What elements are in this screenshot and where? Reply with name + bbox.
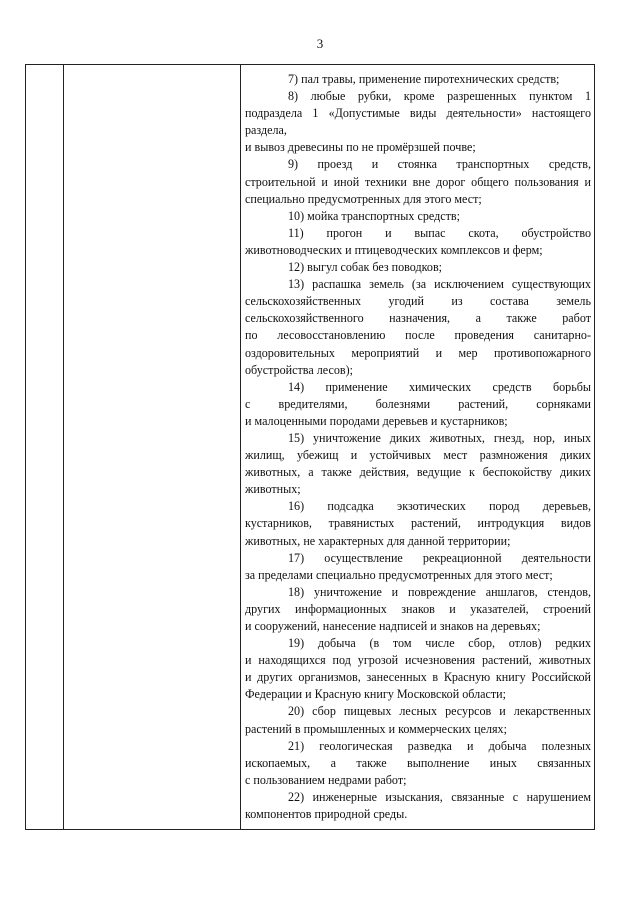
list-item <box>245 156 591 207</box>
list-item <box>245 584 591 635</box>
text-line: ископаемых, а также выполнение иных связанных <box>245 755 591 770</box>
text-line: и находящихся под угрозой исчезновения растений, животных <box>245 653 591 668</box>
text-line: раздела, <box>245 123 287 138</box>
text-line: 16) подсадка экзотических пород деревьев, <box>288 499 591 514</box>
list-item <box>245 276 591 379</box>
text-line: и вывоз древесины по не промёрзшей почве; <box>245 140 476 155</box>
text-line: 22) инженерные изыскания, связанные с нарушением <box>288 789 591 804</box>
text-line: кустарников, травянистых растений, интродукция видов <box>245 516 591 531</box>
text-line: 12) выгул собак без поводков; <box>288 260 443 275</box>
text-line: 18) уничтожение и повреждение аншлагов, стендов, <box>288 584 591 599</box>
list-item <box>245 738 591 789</box>
list-item <box>245 703 591 737</box>
text-line: животных, а также действия, ведущие к беспокойству диких <box>245 465 591 480</box>
list-item <box>245 635 591 703</box>
text-line: компонентов природной среды. <box>245 807 408 822</box>
text-line: 13) распашка земель (за исключением существующих <box>288 277 591 292</box>
text-line: с вредителями, болезнями растений, сорняками <box>245 396 591 411</box>
prohibited-activities-list <box>245 71 591 823</box>
text-line: специально предусмотренных для этого мест; <box>245 191 482 206</box>
text-line: строительной и иной техники вне дорог общего пользования и <box>245 174 591 189</box>
text-line: и малоценными породами деревьев и кустарников; <box>245 413 508 428</box>
text-line: 20) сбор пищевых лесных ресурсов и лекарственных <box>288 704 591 719</box>
text-line: сельскохозяйственного назначения, а также работ <box>245 311 591 326</box>
list-item <box>245 789 591 823</box>
text-line: 9) проезд и стоянка транспортных средств, <box>288 157 591 172</box>
text-line: оздоровительных мероприятий и мер противопожарного <box>245 345 591 360</box>
list-item <box>245 379 591 430</box>
list-item <box>245 71 591 88</box>
text-line: за пределами специально предусмотренных для этого мест; <box>245 567 553 582</box>
text-line: 11) прогон и выпас скота, обустройство <box>288 225 591 240</box>
text-line: и сооружений, нанесение надписей и знаков на деревьях; <box>245 619 541 633</box>
page-number: 3 <box>316 36 324 51</box>
column-divider-1 <box>63 65 64 829</box>
column-divider-2 <box>240 65 241 829</box>
list-item <box>245 225 591 259</box>
text-line: подраздела 1 «Допустимые виды деятельности» настоящего <box>245 106 591 121</box>
text-line: 14) применение химических средств борьбы <box>288 379 591 394</box>
text-line: 15) уничтожение диких животных, гнезд, нор, иных <box>288 430 591 445</box>
text-line: сельскохозяйственных угодий из состава земель <box>245 294 591 309</box>
text-line: и других организмов, занесенных в Красную книгу Российской <box>245 670 591 685</box>
restrictions-table <box>25 64 595 830</box>
text-line: обустройства лесов); <box>245 362 353 377</box>
text-line: 7) пал травы, применение пиротехнических средств; <box>288 72 560 86</box>
text-line: Федерации и Красную книгу Московской области; <box>245 687 506 702</box>
list-item <box>245 430 591 498</box>
text-line: 10) мойка транспортных средств; <box>288 208 460 223</box>
list-item <box>245 208 591 225</box>
list-item <box>245 498 591 549</box>
text-line: по лесовосстановлению после проведения санитарно- <box>245 328 591 343</box>
text-line: 8) любые рубки, кроме разрешенных пунктом 1 <box>288 89 591 104</box>
text-line: 17) осуществление рекреационной деятельности <box>288 550 591 565</box>
text-line: жилищ, убежищ и устойчивых мест размножения диких <box>245 448 591 463</box>
list-item <box>245 88 591 156</box>
text-line: с пользованием недрами работ; <box>245 772 407 787</box>
text-line: 19) добыча (в том числе сбор, отлов) редких <box>288 636 591 651</box>
list-item <box>245 259 591 276</box>
text-line: других информационных знаков и указателей, строений <box>245 601 591 616</box>
text-line: растений в промышленных и коммерческих целях; <box>245 721 507 736</box>
text-line: животноводческих и птицеводческих комплексов и ферм; <box>245 242 543 257</box>
text-line: 21) геологическая разведка и добыча полезных <box>288 738 591 753</box>
list-item <box>245 550 591 584</box>
text-line: животных; <box>245 482 301 497</box>
text-line: животных, не характерных для данной территории; <box>245 533 511 548</box>
